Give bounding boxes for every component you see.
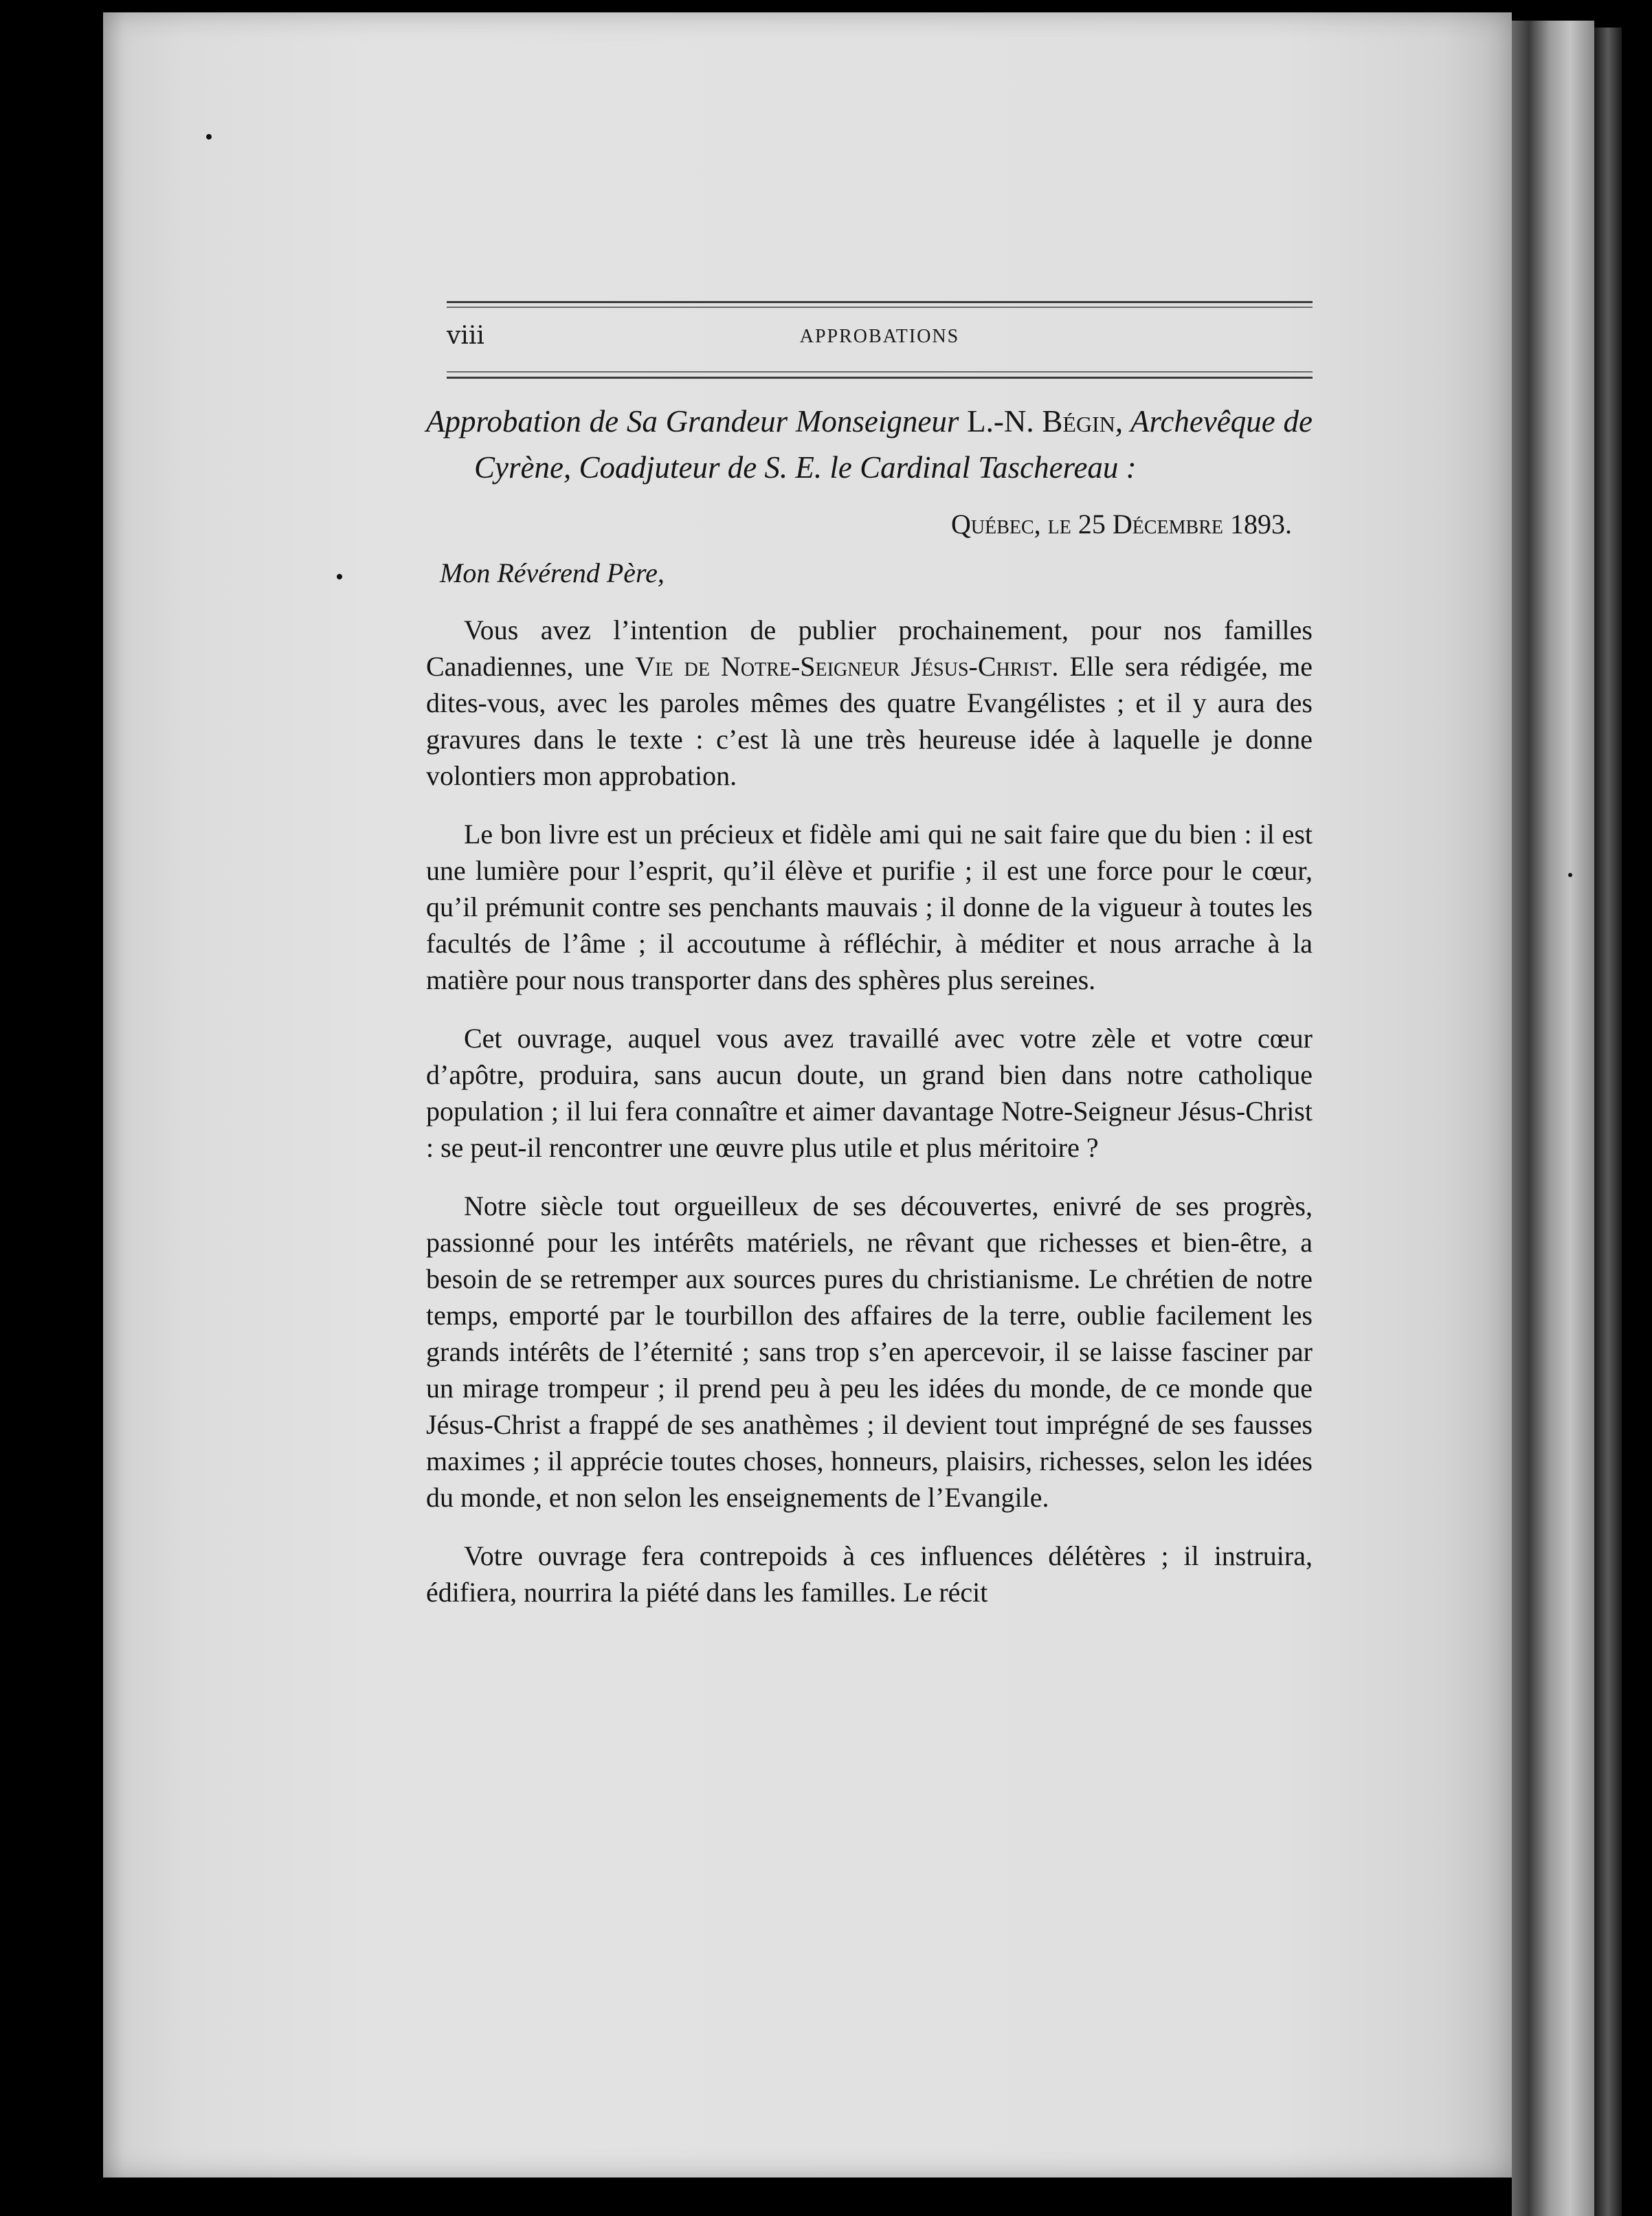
head-rule-bottom-thin: [447, 371, 1313, 373]
book-binding-edge: [1594, 27, 1622, 2216]
head-rule-top-thin: [447, 307, 1313, 308]
paragraph-4: Notre siècle tout orgueilleux de ses découvertes, enivré de ses progrès, passionné pour les intérêts matériels, ne rêvant que richesses et bien-être, a besoin de se retremper aux sources pures du christianisme. Le chrétien de notre temps, emporté par le tourbillon des affaires de la terre, oublie facilement les grands intérêts de l’éternité ; sans trop s’en apercevoir, il se laisse fasciner par un mirage trompeur ; il prend peu à peu les idées du monde, de ce monde que Jésus-Christ a frappé de ses anathèmes ; il devient tout imprégné de ses fausses maximes ; il apprécie toutes choses, honneurs, plaisirs, richesses, selon les idées du monde, et non selon les enseignements de l’Evangile.: [426, 1190, 1313, 1513]
paragraph-1: [426, 612, 1313, 794]
paragraph-2: Le bon livre est un précieux et fidèle ami qui ne sait faire que du bien : il est une lumière pour l’esprit, qu’il élève et purifie ; il est une force pour le cœur, qu’il prémunit contre ses penchants mauvais ; il donne de la vigueur à toutes les facultés de l’âme ; il accoutume à réfléchir, à méditer et nous arrache à la matière pour nous transporter dans des sphères plus sereines.: [426, 819, 1313, 995]
paragraph-3: Cet ouvrage, auquel vous avez travaillé avec votre zèle et votre cœur d’apôtre, produira, sans aucun doute, un grand bien dans notre catholique population ; il lui fera connaître et aimer davantage Notre-Seigneur Jésus-Christ : se peut-il rencontrer une œuvre plus utile et plus méritoire ?: [426, 1023, 1313, 1163]
paragraph-5: Votre ouvrage fera contrepoids à ces influences délétères ; il instruira, édifiera, nourrira la piété dans les familles. Le récit: [426, 1540, 1313, 1608]
running-head: [447, 322, 1313, 356]
book-spine-shadow: [1512, 21, 1594, 2216]
head-rule-top: [447, 301, 1313, 303]
scan-speck: [1568, 873, 1572, 877]
heading-rest: , Archevêque de Cyrène, Coadjuteur de S. E. le Cardinal Taschereau :: [474, 404, 1313, 485]
section-title: APPROBATIONS: [799, 326, 960, 347]
head-rule-bottom: [447, 377, 1313, 379]
heading-lead: Approbation de Sa Grandeur Monseigneur: [426, 404, 968, 439]
approbation-heading: [426, 399, 1313, 491]
salutation: Mon Révérend Père,: [440, 557, 665, 588]
dateline: Québec, le 25 Décembre 1893.: [951, 509, 1292, 540]
scan-speck: [337, 574, 342, 579]
paragraph-1-before: Vous avez l’intention de publier prochainement, pour nos familles Canadiennes, une: [426, 614, 1313, 682]
paragraph-1-after: . Elle sera rédigée, me dites-vous, avec les paroles mêmes des quatre Evangélistes ; et il y aura des gravures dans le texte : c’est là une très heureuse idée à laquelle je donne volontiers mon approbation.: [426, 651, 1313, 791]
letter-body: [426, 399, 1313, 1610]
book-title: Vie de Notre-Seigneur Jésus-Christ: [635, 651, 1052, 682]
scan-speck: [206, 134, 212, 140]
page-number: viii: [447, 322, 484, 350]
heading-name: L.-N. Bégin: [967, 404, 1115, 439]
